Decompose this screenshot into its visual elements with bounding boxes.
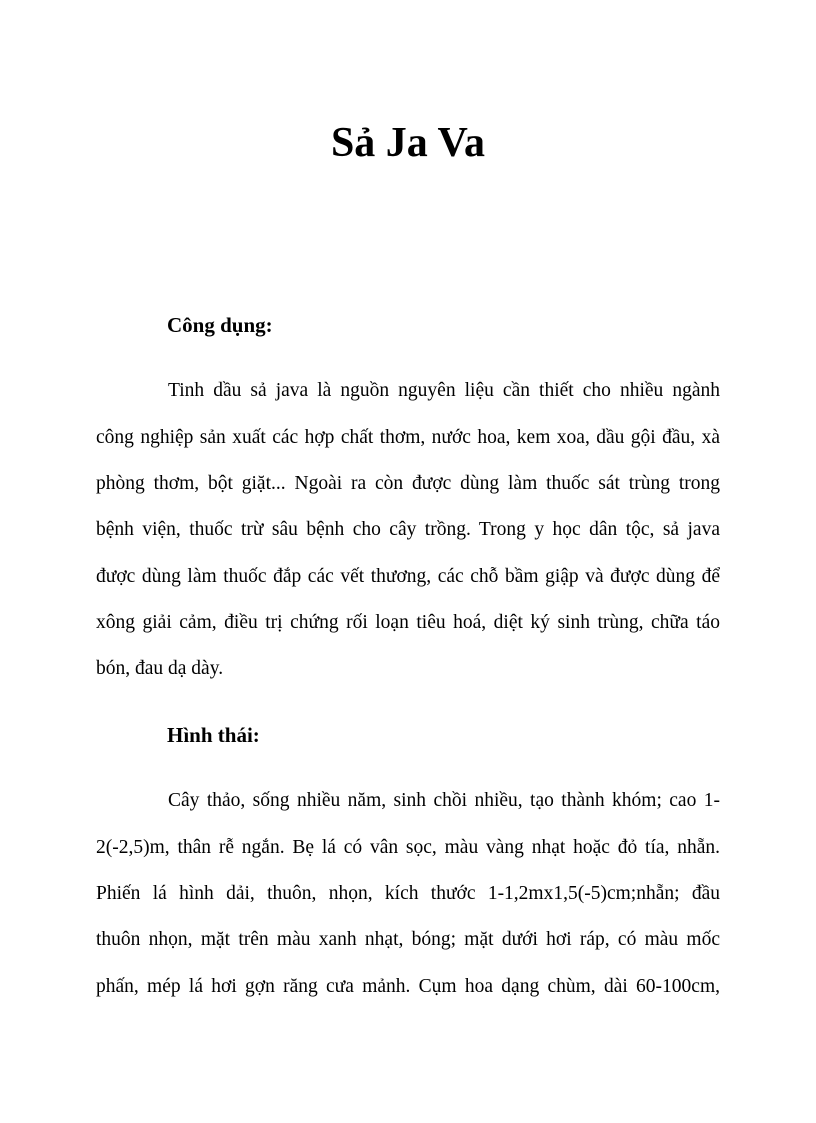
- section-cong-dung: [96, 312, 720, 692]
- text-line: xông giải cảm, điều trị chứng rối loạn tiêu hoá, diệt ký sinh trùng, chữa táo: [96, 611, 720, 633]
- section-heading: Công dụng:: [167, 313, 273, 338]
- section-heading: Hình thái:: [167, 723, 260, 748]
- text-line: bệnh viện, thuốc trừ sâu bệnh cho cây trồng. Trong y học dân tộc, sả java: [96, 519, 720, 541]
- page-title: Sả Ja Va: [330, 120, 486, 166]
- text-line: thuôn nhọn, mặt trên màu xanh nhạt, bóng; mặt dưới hơi ráp, có màu mốc: [96, 929, 720, 951]
- section-hinh-thai: [96, 722, 720, 1009]
- paragraph: [96, 778, 720, 1009]
- text-line: Cây thảo, sống nhiều năm, sinh chồi nhiều, tạo thành khóm; cao 1-: [168, 790, 720, 812]
- text-line: phấn, mép lá hơi gợn răng cưa mảnh. Cụm hoa dạng chùm, dài 60-100cm,: [96, 975, 720, 997]
- text-line: công nghiệp sản xuất các hợp chất thơm, nước hoa, kem xoa, dầu gội đầu, xà: [96, 426, 720, 448]
- text-line: Phiến lá hình dải, thuôn, nhọn, kích thước 1-1,2mx1,5(-5)cm;nhẵn; đầu: [96, 883, 720, 905]
- paragraph: [96, 368, 720, 692]
- text-line: bón, đau dạ dày.: [96, 658, 224, 680]
- text-line: 2(-2,5)m, thân rễ ngắn. Bẹ lá có vân sọc, màu vàng nhạt hoặc đỏ tía, nhẵn.: [96, 836, 720, 858]
- text-line: Tinh dầu sả java là nguồn nguyên liệu cần thiết cho nhiều ngành: [168, 380, 720, 402]
- text-line: phòng thơm, bột giặt... Ngoài ra còn được dùng làm thuốc sát trùng trong: [96, 472, 720, 494]
- text-line: được dùng làm thuốc đắp các vết thương, các chỗ bầm giập và được dùng để: [96, 565, 720, 587]
